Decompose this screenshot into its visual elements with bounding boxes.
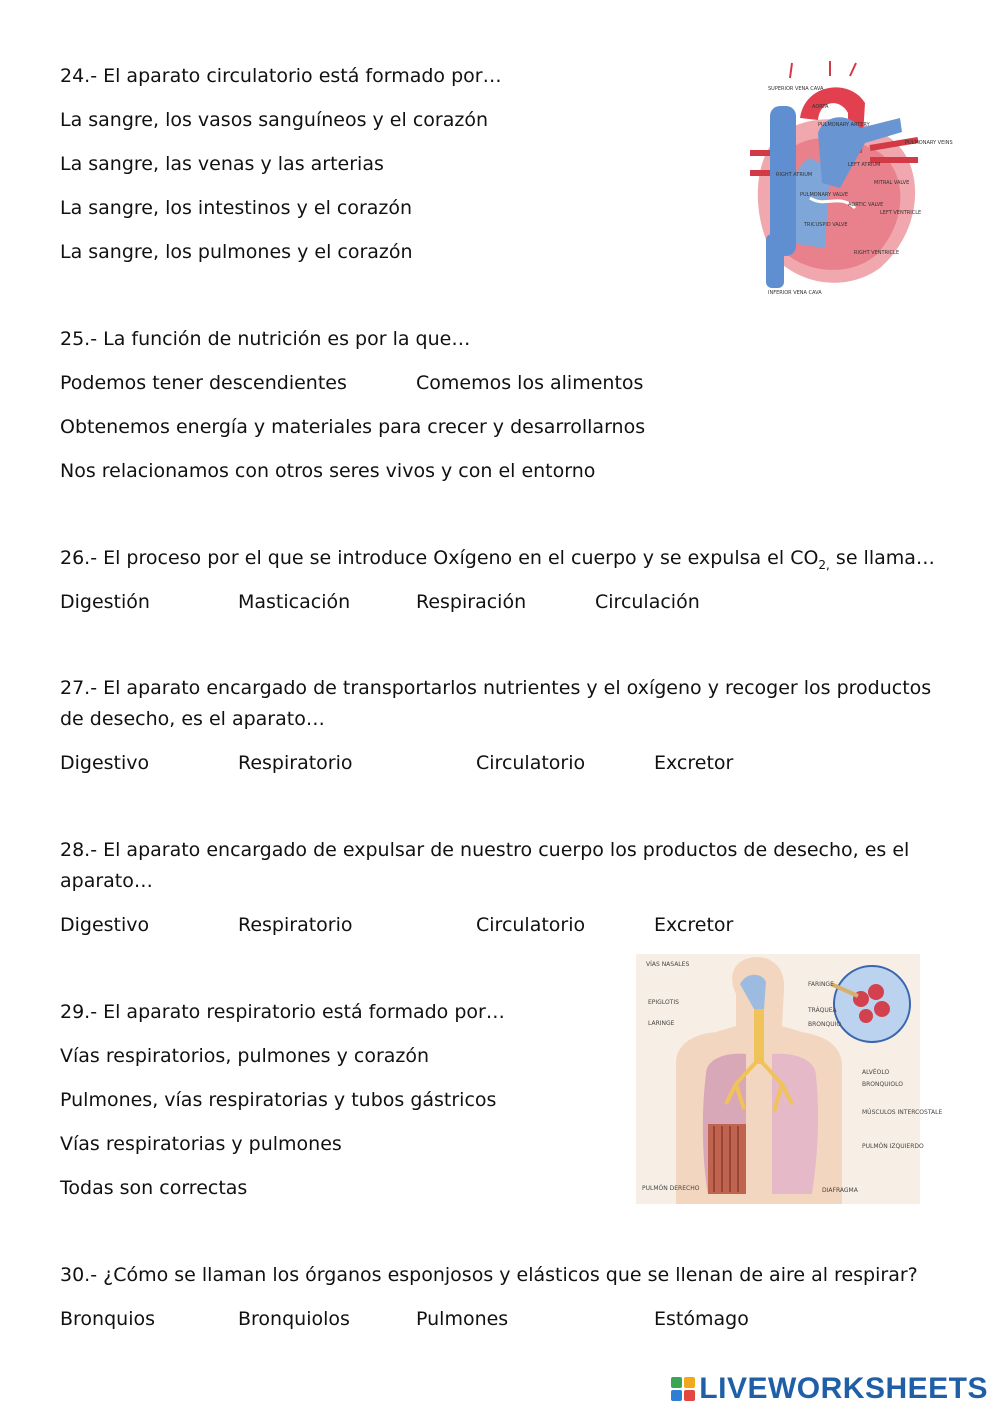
- q28-option-4[interactable]: Excretor: [654, 914, 734, 936]
- heart-label-superior-vena-cava: SUPERIOR VENA CAVA: [768, 86, 824, 92]
- q30-option-2[interactable]: Bronquiolos: [238, 1308, 350, 1330]
- lung-label-bronquiolo: BRONQUIOLO: [862, 1081, 903, 1088]
- lung-label-alveolo: ALVÉOLO: [862, 1069, 890, 1076]
- question-24-prompt: 24.- El aparato circulatorio está formado por…: [60, 65, 502, 87]
- heart-label-left-atrium: LEFT ATRIUM: [848, 162, 881, 168]
- heart-label-left-ventricle: LEFT VENTRICLE: [880, 210, 922, 216]
- q25-option-2[interactable]: Comemos los alimentos: [416, 372, 644, 394]
- q24-option-4[interactable]: La sangre, los pulmones y el corazón: [60, 241, 413, 263]
- question-29-prompt: 29.- El aparato respiratorio está formado por…: [60, 1001, 505, 1023]
- heart-label-pulmonary-artery: PULMONARY ARTERY: [818, 122, 870, 128]
- question-25-prompt: 25.- La función de nutrición es por la que…: [60, 328, 471, 350]
- liveworksheets-wordmark: LIVEWORKSHEETS: [699, 1372, 988, 1405]
- lung-label-bronquio: BRONQUIO: [808, 1021, 842, 1028]
- q24-option-2[interactable]: La sangre, las venas y las arterias: [60, 153, 384, 175]
- heart-label-aortic-valve: AORTIC VALVE: [848, 202, 884, 208]
- q29-option-4[interactable]: Todas son correctas: [60, 1177, 248, 1199]
- q28-option-3[interactable]: Circulatorio: [476, 914, 586, 936]
- question-27-prompt: 27.- El aparato encargado de transportarlos nutrientes y el oxígeno y recoger los productos de desecho, es el aparato…: [60, 677, 932, 730]
- q26-option-4[interactable]: Circulación: [595, 591, 700, 613]
- q28-option-1[interactable]: Digestivo: [60, 914, 150, 936]
- heart-label-aorta: AORTA: [812, 104, 829, 110]
- q25-option-1[interactable]: Podemos tener descendientes: [60, 372, 347, 394]
- q26-option-3[interactable]: Respiración: [416, 591, 527, 613]
- q25-option-4[interactable]: Nos relacionamos con otros seres vivos y con el entorno: [60, 460, 596, 482]
- q29-option-2[interactable]: Pulmones, vías respiratorias y tubos gástricos: [60, 1089, 497, 1111]
- liveworksheets-logo[interactable]: [671, 1372, 988, 1406]
- question-30-prompt: 30.- ¿Cómo se llaman los órganos esponjosos y elásticos que se llenan de aire al respirar?: [60, 1264, 918, 1286]
- q29-option-3[interactable]: Vías respiratorias y pulmones: [60, 1133, 342, 1155]
- q24-option-3[interactable]: La sangre, los intestinos y el corazón: [60, 197, 413, 219]
- heart-label-mitral-valve: MITRAL VALVE: [874, 180, 910, 186]
- respiratory-system-image: [636, 954, 943, 1204]
- liveworksheets-logo-icon: [671, 1377, 695, 1401]
- heart-label-right-ventricle: RIGHT VENTRICLE: [854, 250, 899, 256]
- lung-label-diafragma: DIAFRAGMA: [822, 1187, 858, 1194]
- q27-option-4[interactable]: Excretor: [654, 752, 734, 774]
- lung-label-musculos-intercostale: MÚSCULOS INTERCOSTALE: [862, 1109, 943, 1116]
- lung-label-faringe: FARINGE: [808, 981, 834, 988]
- q29-option-1[interactable]: Vías respiratorios, pulmones y corazón: [60, 1045, 430, 1067]
- lung-label-laringe: LARINGE: [648, 1020, 675, 1027]
- q27-option-1[interactable]: Digestivo: [60, 752, 150, 774]
- q30-option-3[interactable]: Pulmones: [416, 1308, 509, 1330]
- q27-option-3[interactable]: Circulatorio: [476, 752, 586, 774]
- q30-option-1[interactable]: Bronquios: [60, 1308, 155, 1330]
- heart-label-pulmonary-veins: PULMONARY VEINS: [905, 140, 953, 146]
- q24-option-1[interactable]: La sangre, los vasos sanguíneos y el corazón: [60, 109, 488, 131]
- lung-label-pulmon-derecho: PULMÓN DERECHO: [642, 1185, 700, 1192]
- heart-label-right-atrium: RIGHT ATRIUM: [776, 172, 813, 178]
- question-26-prompt: 26.- El proceso por el que se introduce Oxígeno en el cuerpo y se expulsa el $CO_{2,}$ se llama…: [60, 547, 935, 572]
- heart-label-tricuspid-valve: TRICUSPID VALVE: [804, 222, 848, 228]
- heart-label-inferior-vena-cava: INFERIOR VENA CAVA: [768, 290, 822, 296]
- lung-label-pulmon-izquierdo: PULMÓN IZQUIERDO: [862, 1143, 924, 1150]
- q27-option-2[interactable]: Respiratorio: [238, 752, 353, 774]
- lung-label-epiglotis: EPIGLOTIS: [648, 999, 679, 1006]
- lung-label-vias-nasales: VÍAS NASALES: [646, 961, 690, 968]
- lung-label-traquea: TRÁQUEA: [808, 1007, 837, 1014]
- q30-option-4[interactable]: Estómago: [654, 1308, 749, 1330]
- q28-option-2[interactable]: Respiratorio: [238, 914, 353, 936]
- q26-option-2[interactable]: Masticación: [238, 591, 351, 613]
- q26-option-1[interactable]: Digestión: [60, 591, 150, 613]
- q25-option-3[interactable]: Obtenemos energía y materiales para crecer y desarrollarnos: [60, 416, 646, 438]
- question-28-prompt: 28.- El aparato encargado de expulsar de nuestro cuerpo los productos de desecho, es el aparato…: [60, 839, 910, 892]
- heart-label-pulmonary-valve: PULMONARY VALVE: [800, 192, 849, 198]
- heart-diagram-image: [730, 58, 953, 298]
